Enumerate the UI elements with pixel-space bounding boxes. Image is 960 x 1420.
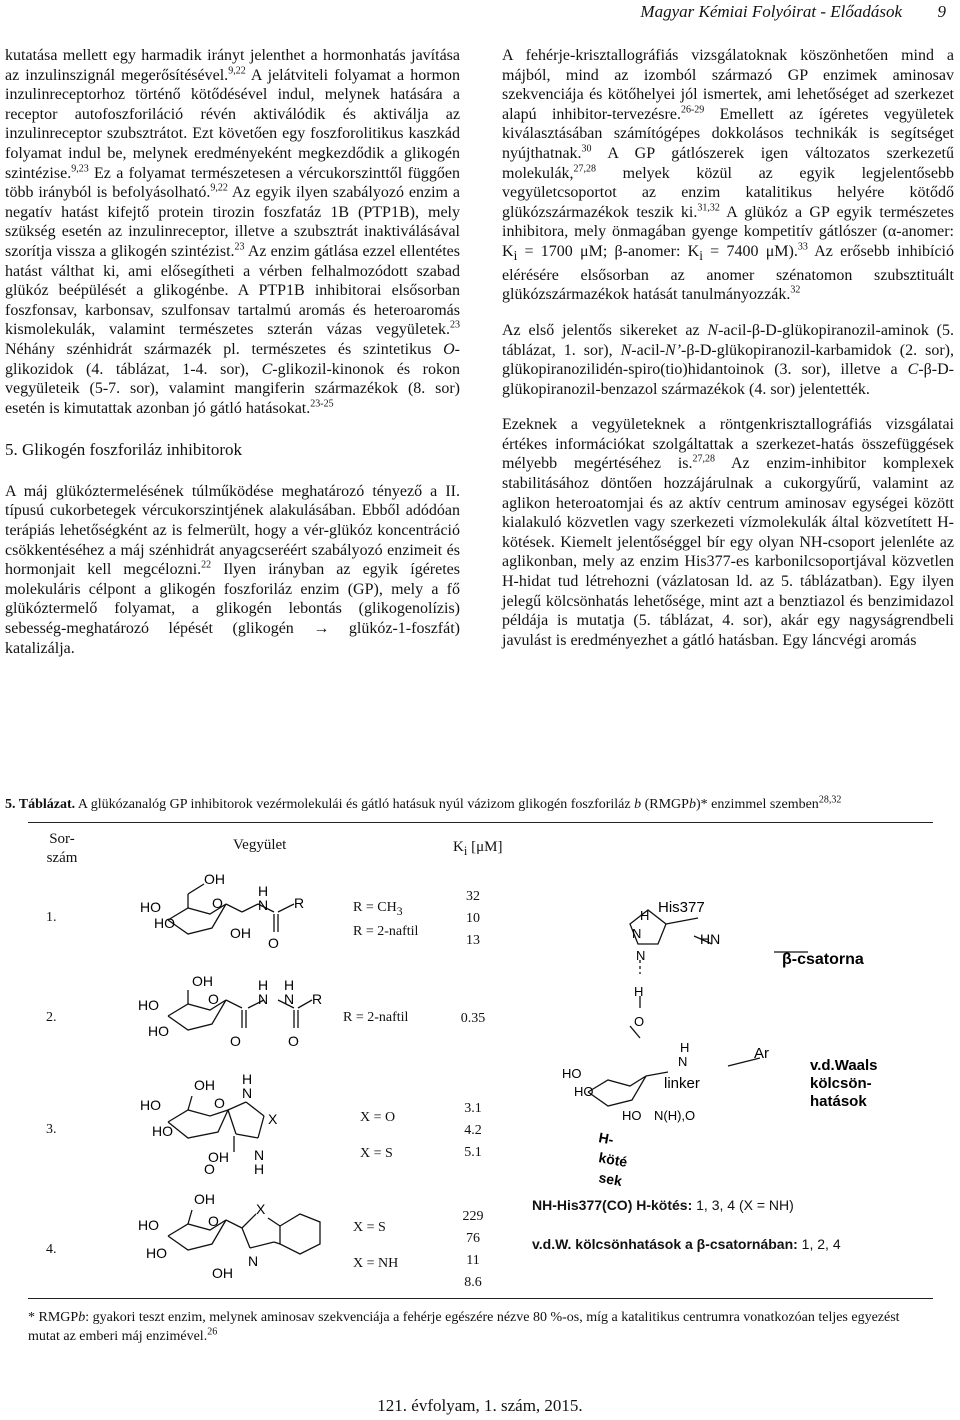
svg-text:HO: HO bbox=[140, 1097, 161, 1113]
svg-text:N: N bbox=[632, 926, 642, 941]
substituent-cell: $R = CH_3$ R = 2-naftil bbox=[353, 900, 419, 939]
svg-text:N: N bbox=[248, 1253, 259, 1269]
svg-text:HN: HN bbox=[700, 931, 721, 947]
svg-text:N: N bbox=[284, 991, 295, 1007]
svg-text:N: N bbox=[242, 1085, 253, 1101]
substituent-cell: R = 2-naftil bbox=[343, 1010, 409, 1025]
header-ki: $K_i$ [μM] bbox=[453, 839, 503, 858]
svg-text:OH: OH bbox=[194, 1077, 215, 1093]
compound-table bbox=[28, 822, 933, 1298]
svg-text:N: N bbox=[636, 948, 646, 963]
svg-text:O: O bbox=[204, 1161, 215, 1177]
svg-text:OH: OH bbox=[192, 973, 213, 989]
structure-4-drawing bbox=[108, 1182, 338, 1292]
header-row-number: Sor- szám bbox=[46, 831, 78, 866]
svg-text:v.d.Waals: v.d.Waals bbox=[810, 1057, 878, 1074]
svg-text:linker: linker bbox=[664, 1075, 700, 1092]
svg-text:HO: HO bbox=[154, 915, 175, 931]
svg-text:OH: OH bbox=[230, 925, 251, 941]
svg-text:O: O bbox=[208, 1213, 219, 1229]
svg-text:N(H),O: N(H),O bbox=[654, 1108, 696, 1123]
svg-text:X: X bbox=[256, 1201, 266, 1217]
svg-text:HO: HO bbox=[152, 1123, 173, 1139]
svg-text:O: O bbox=[288, 1033, 299, 1049]
page-footer: 121. évfolyam, 1. szám, 2015. bbox=[377, 1396, 583, 1415]
binding-scheme-drawing bbox=[528, 900, 928, 1210]
substituent-cell: X = O X = S bbox=[360, 1110, 396, 1161]
svg-text:O: O bbox=[208, 991, 219, 1007]
svg-text:HO: HO bbox=[622, 1108, 642, 1123]
row-number: 2. bbox=[46, 1010, 57, 1025]
left-paragraph-1: kutatása mellett egy harmadik irányt jelenthet a hormonhatás javítása az inzulinszignál megerősítésével.$^{9,22}$ A jelátviteli folyamat a hormon inzulinreceptorhoz történő kötődésével indul, melynek hatására a receptor autofoszforiláció révén aktiválódik és aktiválja az inzulinreceptor szubsztrátot. Ezt követően egy foszforolitikus kaszkád folyamat indul be, melynek eredményeként megkezdődik a glikogén szintézise.$^{9,23}$ Ez a folyamat természetesen a vércukorszinttől függően több irányból is befolyásolható.$^{9,22}$ Az egyik ilyen szabályozó enzim a negatív hatást kifejtő protein tirozin foszfatáz 1B (PTP1B), mely szükség esetén az inzulinreceptor, illetve a szubsztrát inaktiválásával szorítja vissza a glikogén szintézist.$^{23}$ Az enzim gátlása ezzel ellentétes hatást válthat ki, ami elősegítheti a vérben felhalmozódott szabad glükóz beépülését a glikogénbe. A PTP1B inhibitorai elsősorban foszfonsav, karbonsav, szulfonsav tartalmú aromás és heteroaromás kismolekulák, valamint természetes szterán vázas vegyületek.$^{23}$ Néhány szénhidrát származék pl. természetes és szintetikus O-glikozidok (4. táblázat, 1-4. sor), C-glikozil-kinonok és rokon vegyületeik (5-7. sor), valamint mangiferin származékok (8. sor) esetén is kimutattak azonban jó gátló hatásokat.$^{23-25}$ bbox=[5, 47, 461, 417]
svg-text:HO: HO bbox=[574, 1084, 594, 1099]
table-footnote: * RMGPb: gyakori teszt enzim, melynek aminosav szekvenciája a fehérje egészére nézve 80 %-os, míg a katalitikus centrumra vonatkozóan teljes egyezést mutat az emberi máj enzimével.$^{26}$ bbox=[28, 1310, 900, 1344]
svg-text:O: O bbox=[268, 935, 279, 951]
structure-2-drawing bbox=[108, 964, 338, 1064]
row-number: 1. bbox=[46, 910, 57, 925]
svg-text:N: N bbox=[678, 1054, 688, 1069]
svg-text:OH: OH bbox=[212, 1265, 233, 1281]
svg-text:H: H bbox=[634, 984, 644, 999]
substituent-cell: X = S X = NH bbox=[353, 1220, 399, 1271]
svg-text:OH: OH bbox=[194, 1191, 215, 1207]
svg-text:H: H bbox=[284, 977, 295, 993]
svg-text:H: H bbox=[258, 977, 269, 993]
svg-text:His377: His377 bbox=[658, 900, 705, 916]
row-number: 4. bbox=[46, 1242, 57, 1257]
table-bottom-rule bbox=[28, 1298, 933, 1299]
svg-text:X: X bbox=[268, 1111, 278, 1127]
svg-text:hatások: hatások bbox=[810, 1093, 867, 1110]
left-column bbox=[5, 46, 460, 658]
svg-text:kölcsön-: kölcsön- bbox=[810, 1075, 872, 1092]
scheme-legend-hbond: NH-His377(CO) H-kötés: 1, 3, 4 (X = NH) bbox=[532, 1197, 794, 1213]
row-number: 3. bbox=[46, 1122, 57, 1137]
svg-text:β-csatorna: β-csatorna bbox=[782, 951, 864, 968]
svg-text:HO: HO bbox=[146, 1245, 167, 1261]
page-number: 9 bbox=[937, 2, 946, 21]
svg-text:H: H bbox=[242, 1072, 253, 1087]
svg-text:Ar: Ar bbox=[754, 1045, 769, 1062]
svg-text:HO: HO bbox=[140, 899, 161, 915]
ki-cell: 32 10 13 bbox=[466, 889, 480, 948]
svg-text:sek: sek bbox=[597, 1169, 624, 1190]
svg-text:N: N bbox=[258, 897, 269, 913]
svg-text:HO: HO bbox=[138, 997, 159, 1013]
right-paragraph-2: Az első jelentős sikereket az N-acil-β-D-glükopiranozil-aminok (5. táblázat, 1. sor), N-acil-N’-β-D-glükopiranozil-karbamidok (2. sor), glükopiranozilidén-spiro(tio)hidantoinok (3. sor), illetve a C-β-D-glükopiranozil-benzazol származékok (4. sor) jelentették. bbox=[502, 321, 954, 398]
ki-cell: 3.1 4.2 5.1 bbox=[464, 1101, 482, 1160]
structure-1-drawing bbox=[108, 870, 328, 960]
svg-text:N: N bbox=[258, 991, 269, 1007]
svg-text:N: N bbox=[254, 1147, 265, 1163]
svg-text:R: R bbox=[294, 895, 305, 911]
right-paragraph-1: A fehérje-krisztallográfiás vizsgálatoknak köszönhetően mind a májból, mind az izomból származó GP enzimek aminosav szekvenciája és kötőhelyei jól ismertek, ami lehetőséget ad szerkezet alapú inhibitor-tervezésre.$^{26-29}$ Emellett az ígéretes vegyületek kiválasztásában számítógépes dokkolásos technikák is segítséget nyújthatnak.$^{30}$ A GP gátlószerek igen változatos szerkezetű molekulák,$^{27,28}$ melyek közül az egyik legjelentősebb vegyületcsoportot az enzim katalitikus helyére kötődő glükózszármazékok teszik ki.$^{31,32}$ A glükóz a GP egyik természetes inhibitora, mely önmagában gyenge kompetitív gátlószer (α-anomer: $K_i = 1700$ μM; β-anomer: $K_i = 7400$ μM).$^{33}$ Az erősebb inhibíció elérésére elsősorban az anomer szénatomon szubsztituált glükózszármazékok hatását tanulmányozzák.$^{32}$ bbox=[502, 47, 955, 304]
right-paragraph-3: Ezeknek a vegyületeknek a röntgenkrisztallográfiás vizsgálatai értékes információkat szolgáltattak a szerkezet-hatás összefüggések mélyebb megértéséhez is.$^{27,28}$ Az enzim-inhibitor komplexek stabilitásához döntően hozzájárulnak a cukorgyűrű, valamint az aglikon heteroatomjai és az aktív centrum aminosav egységei között kialakuló közvetlen vagy szerkezeti vízmolekulák által közvetített H-kötések. Kiemelt jelentőséggel bír egy olyan NH-csoport jelenléte az aglikonban, mely az enzim His377-es karbonilcsoportjával közvetlen H-hidat tud létrehozni (vázlatosan ld. az 5. táblázatban). Egy ilyen jelegű kölcsönhatás lehetősége, mint azt a benztiazol és benzimidazol példája is mutatja (5. táblázat, 4. sor), akár egy nagyságrendbeli javulást is eredményezhet a gátló hatásban. Egy láncvégi aromás bbox=[502, 416, 954, 649]
section-title: 5. Glikogén foszforiláz inhibitorok bbox=[5, 440, 243, 460]
svg-text:H: H bbox=[680, 1040, 690, 1055]
svg-text:HO: HO bbox=[138, 1217, 159, 1233]
svg-text:H: H bbox=[640, 908, 650, 923]
svg-text:R: R bbox=[312, 991, 323, 1007]
ki-cell: 229 76 11 8.6 bbox=[462, 1209, 484, 1290]
scheme-legend-vdw: v.d.W. kölcsönhatások a β-csatornában: 1, 2, 4 bbox=[532, 1236, 841, 1252]
svg-text:OH: OH bbox=[208, 1149, 229, 1165]
header-compound: Vegyület bbox=[233, 837, 287, 853]
svg-text:O: O bbox=[214, 1095, 225, 1111]
table-caption: 5. Táblázat. A glükózanalóg GP inhibitorok vezérmolekulái és gátló hatásuk nyúl vázizom glikogén foszforiláz b (RMGPb)* enzimmel szemben$^{28,32}$ bbox=[5, 794, 842, 812]
svg-text:O: O bbox=[212, 895, 223, 911]
left-paragraph-2: A máj glükóztermelésének túlműködése meghatározó tényező a II. típusú cukorbetegek vércukorszintjének alakulásában. Ebből adódóan terápiás lehetőségként az is felmerült, hogy a vér-glükóz koncentráció csökkentéséhez a máj szénhidrát anyagcseréért szabályozó enzimeit és hormonjait kell megcélozni.$^{22}$ Ilyen irányban az egyik ígéretes molekuláris célpont a glikogén foszforiláz enzim (GP), mely a fő glükóztermelő folyamat, a glikogén lebontás (glikogenolízis) sebesség-meghatározó lépését (glikogén → glükóz-1-foszfát) katalizálja. bbox=[5, 482, 460, 657]
ki-cell: 0.35 bbox=[460, 1011, 486, 1026]
svg-text:OH: OH bbox=[204, 871, 225, 887]
journal-title: Magyar Kémiai Folyóirat - Előadások bbox=[640, 2, 902, 21]
svg-text:HO: HO bbox=[562, 1066, 582, 1081]
svg-text:O: O bbox=[230, 1033, 241, 1049]
svg-text:köté: köté bbox=[597, 1149, 629, 1170]
structure-3-drawing bbox=[108, 1072, 338, 1182]
svg-text:O: O bbox=[634, 1014, 645, 1029]
svg-text:HO: HO bbox=[148, 1023, 169, 1039]
page-header bbox=[0, 0, 960, 28]
right-column bbox=[502, 46, 954, 650]
svg-text:H: H bbox=[254, 1161, 265, 1177]
svg-text:H: H bbox=[258, 883, 269, 899]
svg-text:H-: H- bbox=[597, 1129, 615, 1148]
